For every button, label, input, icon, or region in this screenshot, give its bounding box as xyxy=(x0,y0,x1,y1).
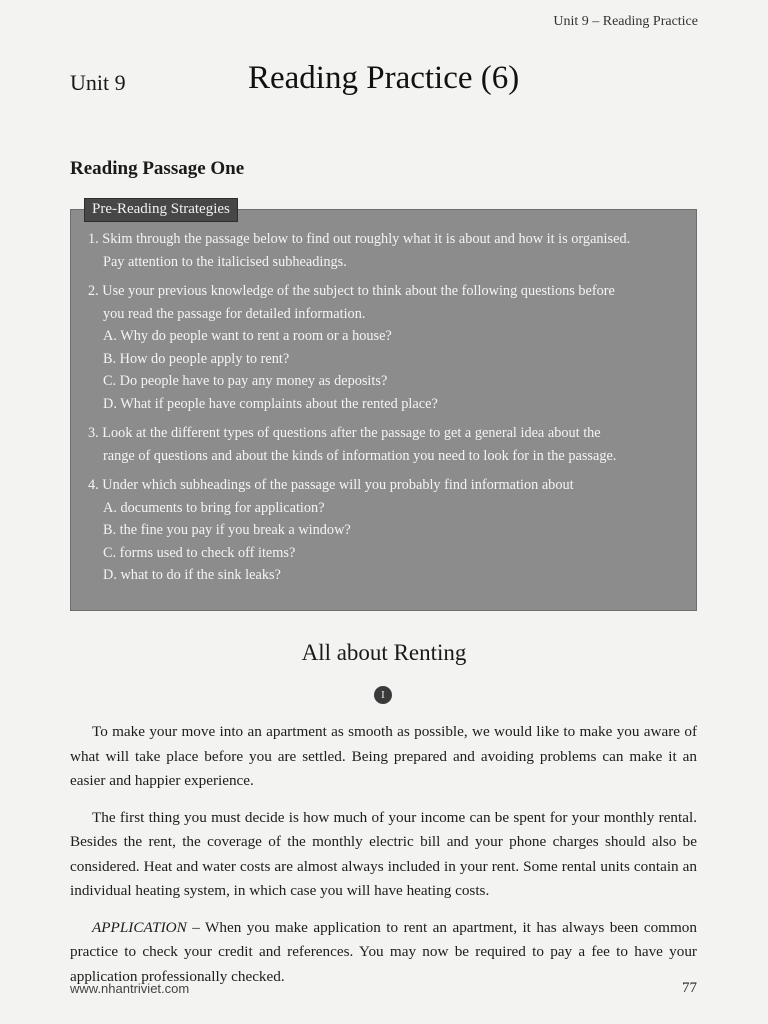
strategy-item xyxy=(88,474,688,587)
unit-label: Unit 9 xyxy=(70,70,126,95)
strategy-subquestion: A. documents to bring for application? xyxy=(103,499,325,516)
strategy-subquestion: A. Why do people want to rent a room or a house? xyxy=(103,328,392,344)
passage-paragraph xyxy=(70,916,697,990)
strategy-item-line: 3. Look at the different types of questions after the passage to get a general idea about the xyxy=(88,425,601,441)
strategy-item-line: you read the passage for detailed information. xyxy=(103,305,366,322)
strategy-item-line: 2. Use your previous knowledge of the subject to think about the following questions before xyxy=(88,283,615,299)
paragraph-text: To make your move into an apartment as smooth as possible, we would like to make you aware of what will take place before you are settled. Being prepared and avoiding problems can make it an easier and happier experience. xyxy=(70,723,697,789)
running-head: Unit 9 – Reading Practice xyxy=(553,14,698,29)
strategy-item xyxy=(88,228,688,273)
strategy-subquestion: B. How do people apply to rent? xyxy=(103,350,290,367)
strategy-subquestion: D. what to do if the sink leaks? xyxy=(103,567,281,583)
page-number: 77 xyxy=(682,980,697,996)
strategy-subquestion: B. the fine you pay if you break a window? xyxy=(103,522,351,538)
strategy-subquestion: D. What if people have complaints about the rented place? xyxy=(103,395,438,412)
footer-url: www.nhantriviet.com xyxy=(70,981,190,996)
passage-title: All about Renting xyxy=(301,640,467,665)
section-number-badge: I xyxy=(374,686,392,704)
paragraph-subheading: APPLICATION xyxy=(92,918,187,936)
passage-body xyxy=(70,720,697,1001)
strategy-subquestion: C. Do people have to pay any money as deposits? xyxy=(103,373,388,389)
strategy-item-line: range of questions and about the kinds of information you need to look for in the passage. xyxy=(103,447,617,464)
strategy-item-line: 4. Under which subheadings of the passage will you probably find information about xyxy=(88,477,574,493)
passage-paragraph xyxy=(70,720,697,794)
paragraph-text: The first thing you must decide is how much of your income can be spent for your monthly rental. Besides the rent, the coverage of the monthly electric bill and your phone charges should also be considered. Heat and water costs are almost always included in your rent. Some rental units contain an individual heating system, in which case you will have heating costs. xyxy=(70,808,697,899)
pre-reading-strategies-tab: Pre-Reading Strategies xyxy=(84,198,238,222)
strategy-item-line: 1. Skim through the passage below to find out roughly what it is about and how it is organised. xyxy=(88,231,631,247)
paragraph-text: – When you make application to rent an apartment, it has always been common practice to check your credit and references. You may now be required to pay a fee to have your application professionally checked. xyxy=(70,918,697,985)
strategy-subquestion: C. forms used to check off items? xyxy=(103,544,296,561)
strategies-list xyxy=(88,228,688,594)
strategy-item-line: Pay attention to the italicised subheadings. xyxy=(103,253,347,270)
passage-paragraph xyxy=(70,806,697,904)
strategy-item xyxy=(88,280,688,415)
page-title: Reading Practice (6) xyxy=(248,60,520,96)
section-heading: Reading Passage One xyxy=(70,158,245,179)
strategy-item xyxy=(88,422,688,467)
